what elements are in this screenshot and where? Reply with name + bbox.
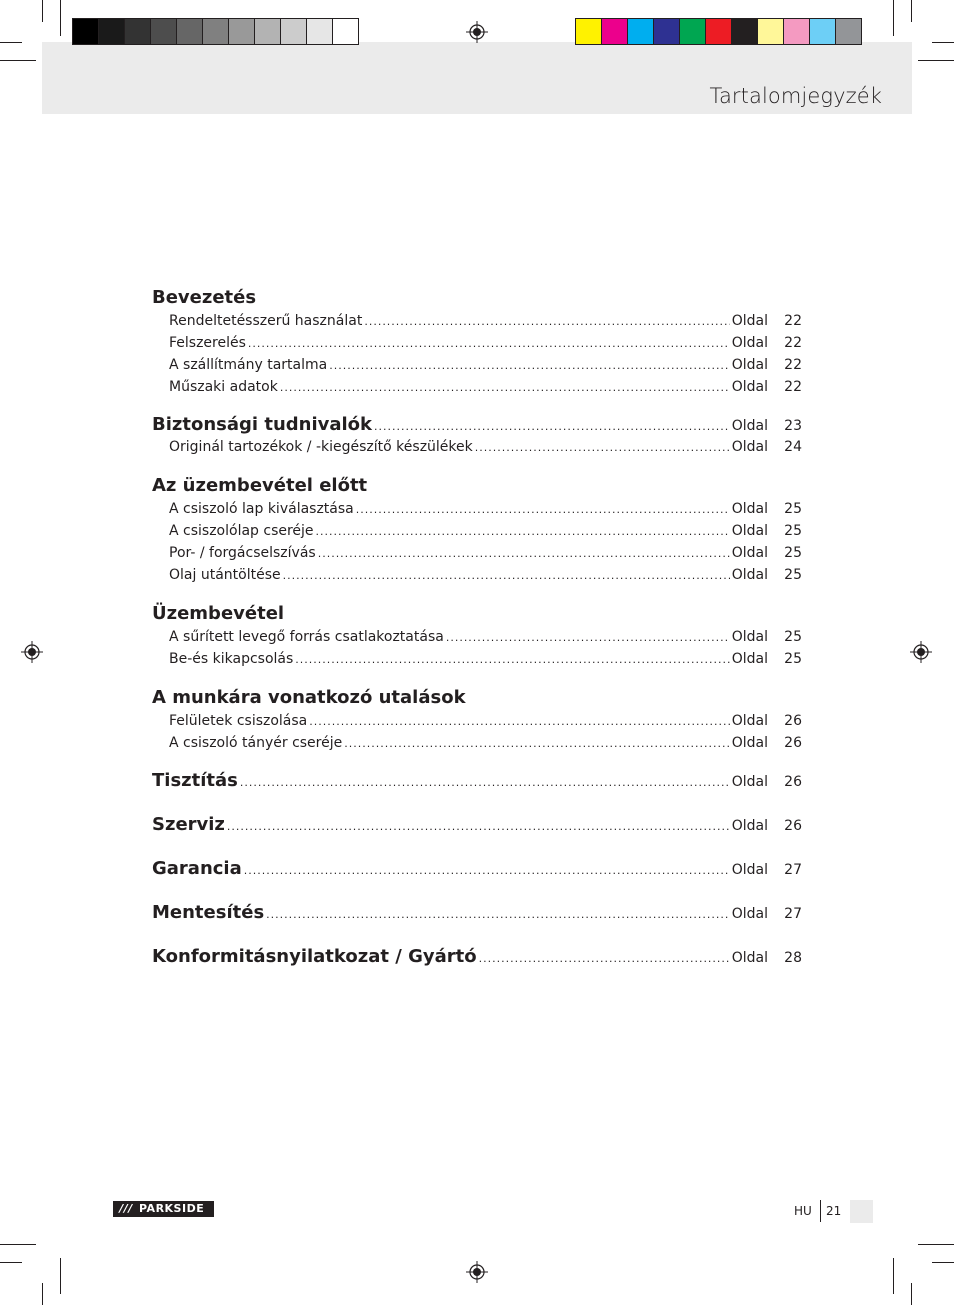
table-of-contents (152, 286, 802, 968)
color-swatch (98, 18, 125, 45)
leader-dots (240, 772, 730, 794)
crop-mark (932, 1262, 954, 1263)
color-swatch (280, 18, 307, 45)
crop-mark (0, 1244, 36, 1245)
toc-page-word: Oldal (731, 774, 768, 790)
toc-section-list (152, 436, 802, 458)
toc-page-number: 25 (784, 501, 802, 517)
toc-entry-label: Biztonsági tudnivalók (152, 414, 373, 435)
toc-page-number: 22 (784, 335, 802, 351)
toc-page-word: Oldal (731, 862, 768, 878)
toc-entry[interactable] (152, 946, 802, 968)
toc-page-word: Oldal (731, 418, 768, 434)
toc-entry[interactable] (152, 564, 802, 586)
toc-entry-label: Garancia (152, 858, 242, 879)
toc-entry-label: A csiszoló lap kiválasztása (169, 501, 354, 517)
toc-page-word: Oldal (731, 950, 768, 966)
page-title: Tartalomjegyzék (709, 84, 882, 108)
leader-dots (266, 904, 730, 926)
color-swatch (705, 18, 732, 45)
toc-page-word: Oldal (731, 651, 768, 667)
toc-entry[interactable] (152, 376, 802, 398)
toc-page-word: Oldal (731, 523, 768, 539)
color-swatch (332, 18, 359, 45)
toc-entry[interactable] (152, 814, 802, 836)
toc-entry[interactable] (152, 542, 802, 564)
crop-mark (893, 0, 894, 36)
color-swatch (627, 18, 654, 45)
toc-page-number: 27 (784, 906, 802, 922)
color-swatch (601, 18, 628, 45)
toc-entry[interactable] (152, 436, 802, 458)
toc-entry[interactable] (152, 520, 802, 542)
toc-section-title: Üzembevétel (152, 603, 285, 624)
toc-page-number: 25 (784, 523, 802, 539)
toc-entry-label: Szerviz (152, 814, 225, 835)
toc-page-number: 27 (784, 862, 802, 878)
footer-divider (820, 1200, 821, 1222)
toc-section-list (152, 498, 802, 586)
toc-page-word: Oldal (731, 335, 768, 351)
toc-entry[interactable] (152, 626, 802, 648)
leader-dots (244, 860, 730, 882)
footer-tab-box (850, 1200, 873, 1223)
color-swatch (809, 18, 836, 45)
footer-page-number: 21 (826, 1204, 842, 1218)
toc-entry-label: Olaj utántöltése (169, 567, 281, 583)
toc-page-number: 26 (784, 774, 802, 790)
toc-page-number: 22 (784, 313, 802, 329)
toc-page-number: 22 (784, 357, 802, 373)
toc-entry[interactable] (152, 648, 802, 670)
color-swatch (150, 18, 177, 45)
color-swatch (575, 18, 602, 45)
toc-page-word: Oldal (731, 567, 768, 583)
leader-dots (475, 437, 730, 459)
toc-entry-label: Rendeltetésszerű használat (169, 313, 363, 329)
toc-page-number: 22 (784, 379, 802, 395)
toc-section-title: A munkára vonatkozó utalások (152, 687, 466, 708)
color-swatch (757, 18, 784, 45)
color-swatch (72, 18, 99, 45)
toc-entry-label: A csiszolólap cseréje (169, 523, 314, 539)
toc-entry[interactable] (152, 732, 802, 754)
parkside-logo (113, 1201, 214, 1217)
crop-mark (42, 1283, 43, 1305)
toc-entry[interactable] (152, 310, 802, 332)
toc-page-word: Oldal (731, 818, 768, 834)
toc-page-word: Oldal (731, 629, 768, 645)
color-swatch (783, 18, 810, 45)
toc-section-title: Bevezetés (152, 287, 257, 308)
crop-mark (0, 1262, 22, 1263)
color-swatch (653, 18, 680, 45)
color-swatch (176, 18, 203, 45)
leader-dots (479, 948, 730, 970)
toc-entry-label: Konformitásnyilatkozat / Gyártó (152, 946, 477, 967)
toc-entry-label: Műszaki adatok (169, 379, 278, 395)
toc-section-list (152, 710, 802, 754)
crop-mark (893, 1258, 894, 1294)
leader-dots (374, 416, 730, 438)
toc-page-number: 28 (784, 950, 802, 966)
toc-entry-label: Be-és kikapcsolás (169, 651, 294, 667)
leader-dots (446, 627, 730, 649)
toc-section-list (152, 310, 802, 398)
crop-mark (42, 0, 43, 22)
color-swatch (306, 18, 333, 45)
toc-entry-label: Felszerelés (169, 335, 246, 351)
toc-entry[interactable] (152, 354, 802, 376)
toc-entry-label: Mentesítés (152, 902, 265, 923)
toc-entry[interactable] (152, 770, 802, 792)
registration-mark-icon (466, 21, 488, 43)
crop-mark (932, 42, 954, 43)
color-swatch (731, 18, 758, 45)
registration-mark-icon (910, 641, 932, 663)
registration-mark-icon (466, 1261, 488, 1283)
toc-entry[interactable] (152, 902, 802, 924)
leader-dots (344, 733, 729, 755)
color-swatch (124, 18, 151, 45)
toc-page-number: 26 (784, 713, 802, 729)
toc-entry[interactable] (152, 498, 802, 520)
leader-dots (295, 649, 729, 671)
toc-page-word: Oldal (731, 501, 768, 517)
color-swatch (202, 18, 229, 45)
crop-mark (60, 1258, 61, 1294)
toc-page-number: 25 (784, 651, 802, 667)
toc-entry-label: A szállítmány tartalma (169, 357, 328, 373)
crop-mark (0, 42, 22, 43)
toc-entry-label: Tisztítás (152, 770, 238, 791)
leader-dots (316, 521, 730, 543)
crop-mark (918, 60, 954, 61)
toc-page-number: 25 (784, 567, 802, 583)
crop-mark (0, 60, 36, 61)
leader-dots (318, 543, 730, 565)
leader-dots (280, 377, 730, 399)
color-swatch (228, 18, 255, 45)
crop-mark (911, 0, 912, 22)
toc-page-number: 25 (784, 545, 802, 561)
color-swatch (835, 18, 862, 45)
leader-dots (364, 311, 729, 333)
toc-page-number: 26 (784, 818, 802, 834)
color-swatch (679, 18, 706, 45)
toc-page-number: 26 (784, 735, 802, 751)
toc-page-word: Oldal (731, 379, 768, 395)
leader-dots (283, 565, 730, 587)
toc-page-word: Oldal (731, 545, 768, 561)
grayscale-swatch-bar (72, 18, 359, 46)
toc-entry[interactable] (152, 332, 802, 354)
toc-page-word: Oldal (731, 313, 768, 329)
color-swatch (254, 18, 281, 45)
crop-mark (918, 1244, 954, 1245)
leader-dots (248, 333, 730, 355)
toc-page-word: Oldal (731, 735, 768, 751)
toc-page-word: Oldal (731, 439, 768, 455)
color-swatch-bar (575, 18, 862, 46)
toc-entry[interactable] (152, 858, 802, 880)
registration-mark-icon (21, 641, 43, 663)
logo-stripes-icon: /// (119, 1202, 133, 1215)
toc-entry[interactable] (152, 710, 802, 732)
toc-page-number: 25 (784, 629, 802, 645)
toc-entry-label: Felületek csiszolása (169, 713, 308, 729)
crop-mark (60, 0, 61, 36)
leader-dots (356, 499, 730, 521)
toc-section-title: Az üzembevétel előtt (152, 475, 368, 496)
toc-entry-label: A csiszoló tányér cseréje (169, 735, 343, 751)
toc-entry-label: Por- / forgácselszívás (169, 545, 316, 561)
logo-text: PARKSIDE (139, 1202, 205, 1215)
toc-page-number: 24 (784, 439, 802, 455)
toc-entry[interactable] (152, 414, 802, 436)
toc-section-list (152, 626, 802, 670)
leader-dots (227, 816, 730, 838)
toc-page-word: Oldal (731, 906, 768, 922)
crop-mark (911, 1283, 912, 1305)
toc-page-number: 23 (784, 418, 802, 434)
toc-page-word: Oldal (731, 357, 768, 373)
toc-page-word: Oldal (731, 713, 768, 729)
toc-entry-label: Originál tartozékok / -kiegészítő készülékek (169, 439, 473, 455)
leader-dots (329, 355, 730, 377)
footer-language: HU (794, 1204, 812, 1218)
toc-entry-label: A sűrített levegő forrás csatlakoztatása (169, 629, 444, 645)
leader-dots (309, 711, 729, 733)
